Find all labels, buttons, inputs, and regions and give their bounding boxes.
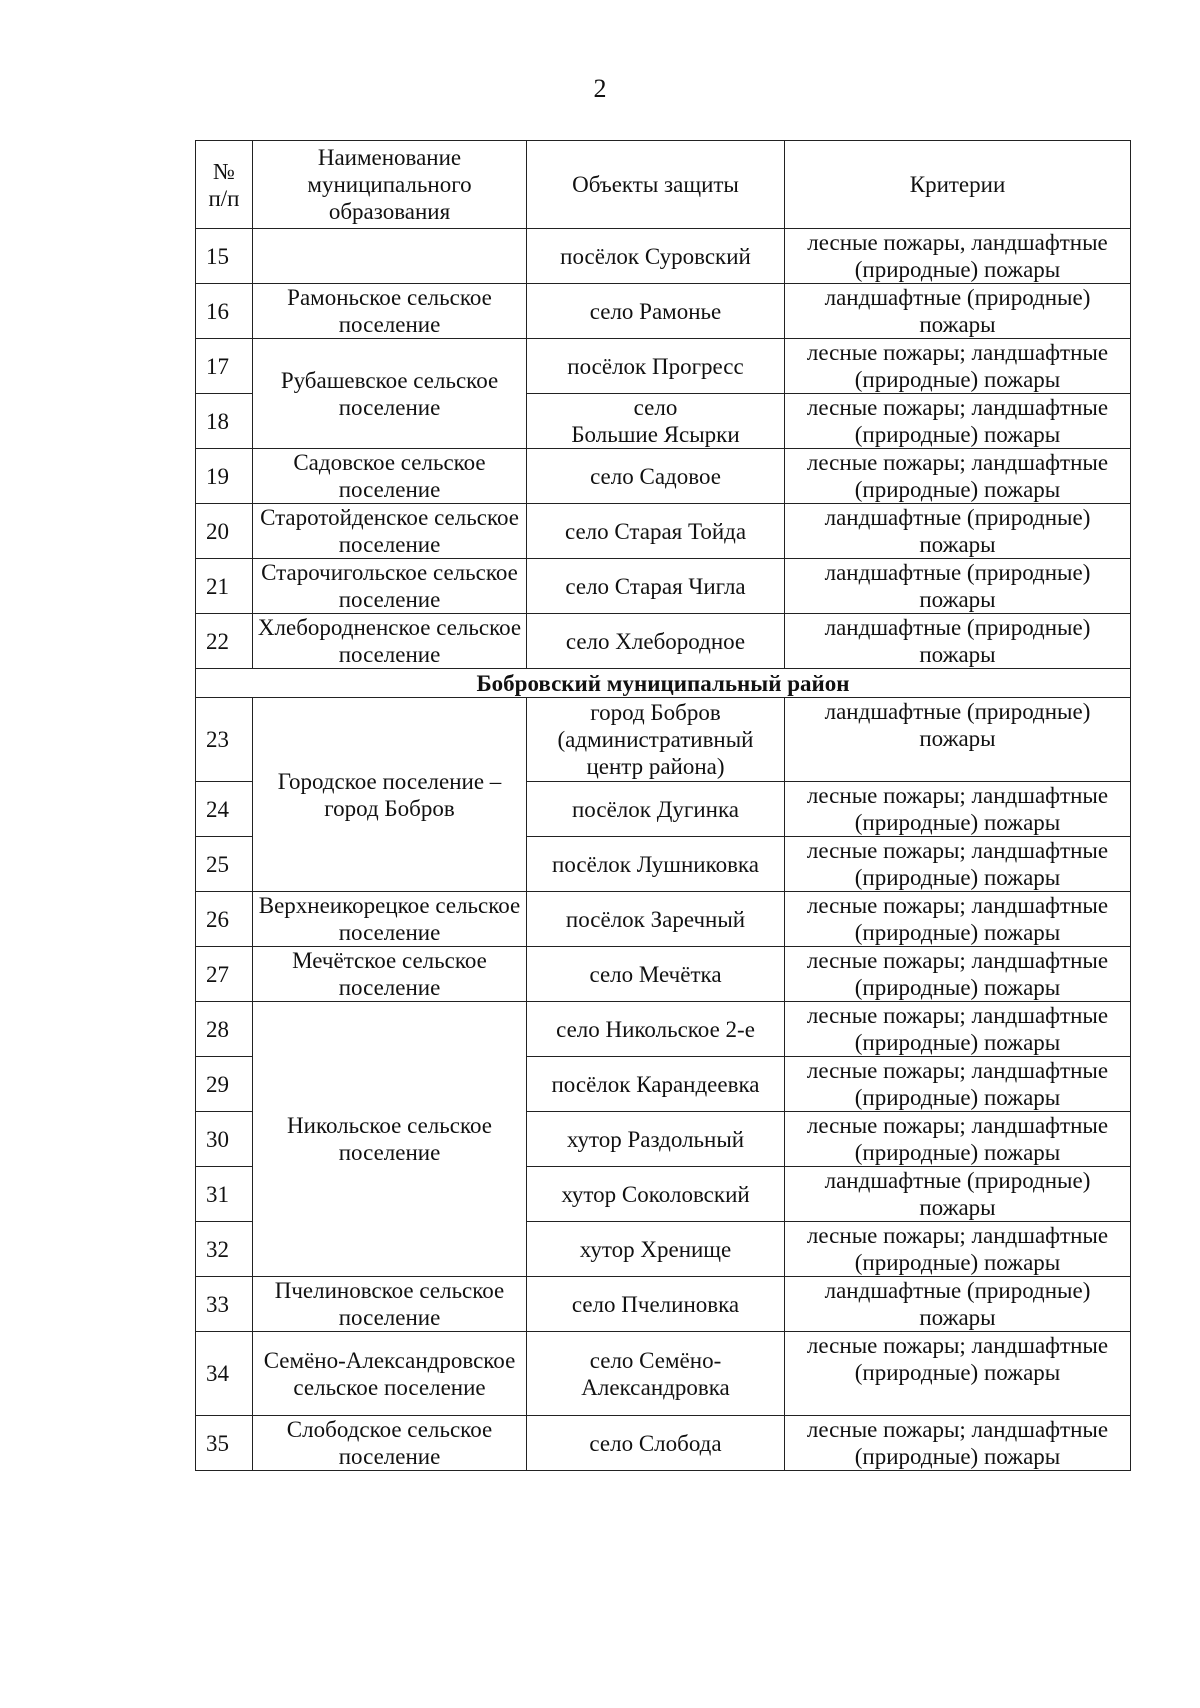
row-criteria: ландшафтные (природные) пожары <box>785 698 1131 782</box>
row-criteria: лесные пожары; ландшафтные (природные) пожары <box>785 1057 1131 1112</box>
row-object: хутор Раздольный <box>527 1112 785 1167</box>
row-criteria: лесные пожары; ландшафтные (природные) пожары <box>785 1222 1131 1277</box>
row-num: 27 <box>196 947 253 1002</box>
row-municipality: Верхнеикорецкое сельское поселение <box>253 892 527 947</box>
district-heading: Бобровский муниципальный район <box>196 669 1131 698</box>
row-municipality: Слободское сельское поселение <box>253 1416 527 1471</box>
row-object: город Бобров (административный центр района) <box>527 698 785 782</box>
row-criteria: лесные пожары; ландшафтные (природные) пожары <box>785 892 1131 947</box>
row-criteria: лесные пожары; ландшафтные (природные) пожары <box>785 782 1131 837</box>
row-num: 23 <box>196 698 253 782</box>
row-municipality: Рамоньское сельское поселение <box>253 284 527 339</box>
row-num: 24 <box>196 782 253 837</box>
row-criteria: лесные пожары; ландшафтные (природные) пожары <box>785 394 1131 449</box>
row-num: 34 <box>196 1332 253 1416</box>
row-criteria: лесные пожары; ландшафтные (природные) пожары <box>785 1332 1131 1416</box>
row-num: 26 <box>196 892 253 947</box>
row-num: 30 <box>196 1112 253 1167</box>
row-object: посёлок Дугинка <box>527 782 785 837</box>
row-object: село Хлебородное <box>527 614 785 669</box>
table-row <box>196 284 1131 339</box>
header-name: Наименование муниципального образования <box>253 141 527 229</box>
row-num: 32 <box>196 1222 253 1277</box>
row-object: село Старая Тойда <box>527 504 785 559</box>
row-municipality <box>253 229 527 284</box>
table-row <box>196 1277 1131 1332</box>
header-object: Объекты защиты <box>527 141 785 229</box>
row-criteria: ландшафтные (природные) пожары <box>785 504 1131 559</box>
row-num: 16 <box>196 284 253 339</box>
table-row <box>196 698 1131 782</box>
row-criteria: лесные пожары; ландшафтные (природные) пожары <box>785 947 1131 1002</box>
row-object: посёлок Прогресс <box>527 339 785 394</box>
row-criteria: лесные пожары, ландшафтные (природные) пожары <box>785 229 1131 284</box>
table-row <box>196 947 1131 1002</box>
row-object: хутор Хренище <box>527 1222 785 1277</box>
row-municipality: Городское поселение – город Бобров <box>253 698 527 892</box>
protection-objects-table <box>195 140 1131 1471</box>
row-object: село Семёно-Александровка <box>527 1332 785 1416</box>
row-criteria: лесные пожары; ландшафтные (природные) пожары <box>785 339 1131 394</box>
table-row <box>196 504 1131 559</box>
row-criteria: ландшафтные (природные) пожары <box>785 284 1131 339</box>
row-num: 20 <box>196 504 253 559</box>
row-criteria: лесные пожары; ландшафтные (природные) пожары <box>785 837 1131 892</box>
row-num: 19 <box>196 449 253 504</box>
row-object: посёлок Суровский <box>527 229 785 284</box>
row-municipality: Мечётское сельское поселение <box>253 947 527 1002</box>
row-num: 35 <box>196 1416 253 1471</box>
table-row <box>196 559 1131 614</box>
table-header-row <box>196 141 1131 229</box>
row-object: село Садовое <box>527 449 785 504</box>
district-heading-row <box>196 669 1131 698</box>
row-num: 25 <box>196 837 253 892</box>
row-num: 31 <box>196 1167 253 1222</box>
table-row <box>196 1332 1131 1416</box>
row-municipality: Старотойденское сельское поселение <box>253 504 527 559</box>
row-num: 33 <box>196 1277 253 1332</box>
row-object: хутор Соколовский <box>527 1167 785 1222</box>
row-num: 15 <box>196 229 253 284</box>
row-municipality: Садовское сельское поселение <box>253 449 527 504</box>
row-criteria: лесные пожары; ландшафтные (природные) пожары <box>785 1002 1131 1057</box>
row-object: село Рамонье <box>527 284 785 339</box>
row-municipality: Хлебородненское сельское поселение <box>253 614 527 669</box>
row-criteria: лесные пожары; ландшафтные (природные) пожары <box>785 1416 1131 1471</box>
row-municipality: Никольское сельское поселение <box>253 1002 527 1277</box>
row-num: 18 <box>196 394 253 449</box>
row-object: посёлок Карандеевка <box>527 1057 785 1112</box>
row-object: село Большие Ясырки <box>527 394 785 449</box>
row-criteria: ландшафтные (природные) пожары <box>785 614 1131 669</box>
table-row <box>196 229 1131 284</box>
row-num: 29 <box>196 1057 253 1112</box>
table-row <box>196 339 1131 394</box>
row-municipality: Пчелиновское сельское поселение <box>253 1277 527 1332</box>
row-num: 22 <box>196 614 253 669</box>
header-criteria: Критерии <box>785 141 1131 229</box>
row-criteria: ландшафтные (природные) пожары <box>785 559 1131 614</box>
row-criteria: лесные пожары; ландшафтные (природные) пожары <box>785 449 1131 504</box>
row-municipality: Семёно-Александровское сельское поселение <box>253 1332 527 1416</box>
row-object: посёлок Лушниковка <box>527 837 785 892</box>
page-number: 2 <box>593 74 607 103</box>
row-municipality: Рубашевское сельское поселение <box>253 339 527 449</box>
table-row <box>196 614 1131 669</box>
row-criteria: лесные пожары; ландшафтные (природные) пожары <box>785 1112 1131 1167</box>
row-num: 28 <box>196 1002 253 1057</box>
row-object: посёлок Заречный <box>527 892 785 947</box>
table-row <box>196 1002 1131 1057</box>
header-num: № п/п <box>196 141 253 229</box>
table-row <box>196 1416 1131 1471</box>
row-num: 21 <box>196 559 253 614</box>
row-object: село Слобода <box>527 1416 785 1471</box>
row-num: 17 <box>196 339 253 394</box>
row-object: село Пчелиновка <box>527 1277 785 1332</box>
table-row <box>196 892 1131 947</box>
row-municipality: Старочигольское сельское поселение <box>253 559 527 614</box>
row-criteria: ландшафтные (природные) пожары <box>785 1167 1131 1222</box>
table-row <box>196 449 1131 504</box>
row-criteria: ландшафтные (природные) пожары <box>785 1277 1131 1332</box>
row-object: село Мечётка <box>527 947 785 1002</box>
row-object: село Старая Чигла <box>527 559 785 614</box>
row-object: село Никольское 2-е <box>527 1002 785 1057</box>
